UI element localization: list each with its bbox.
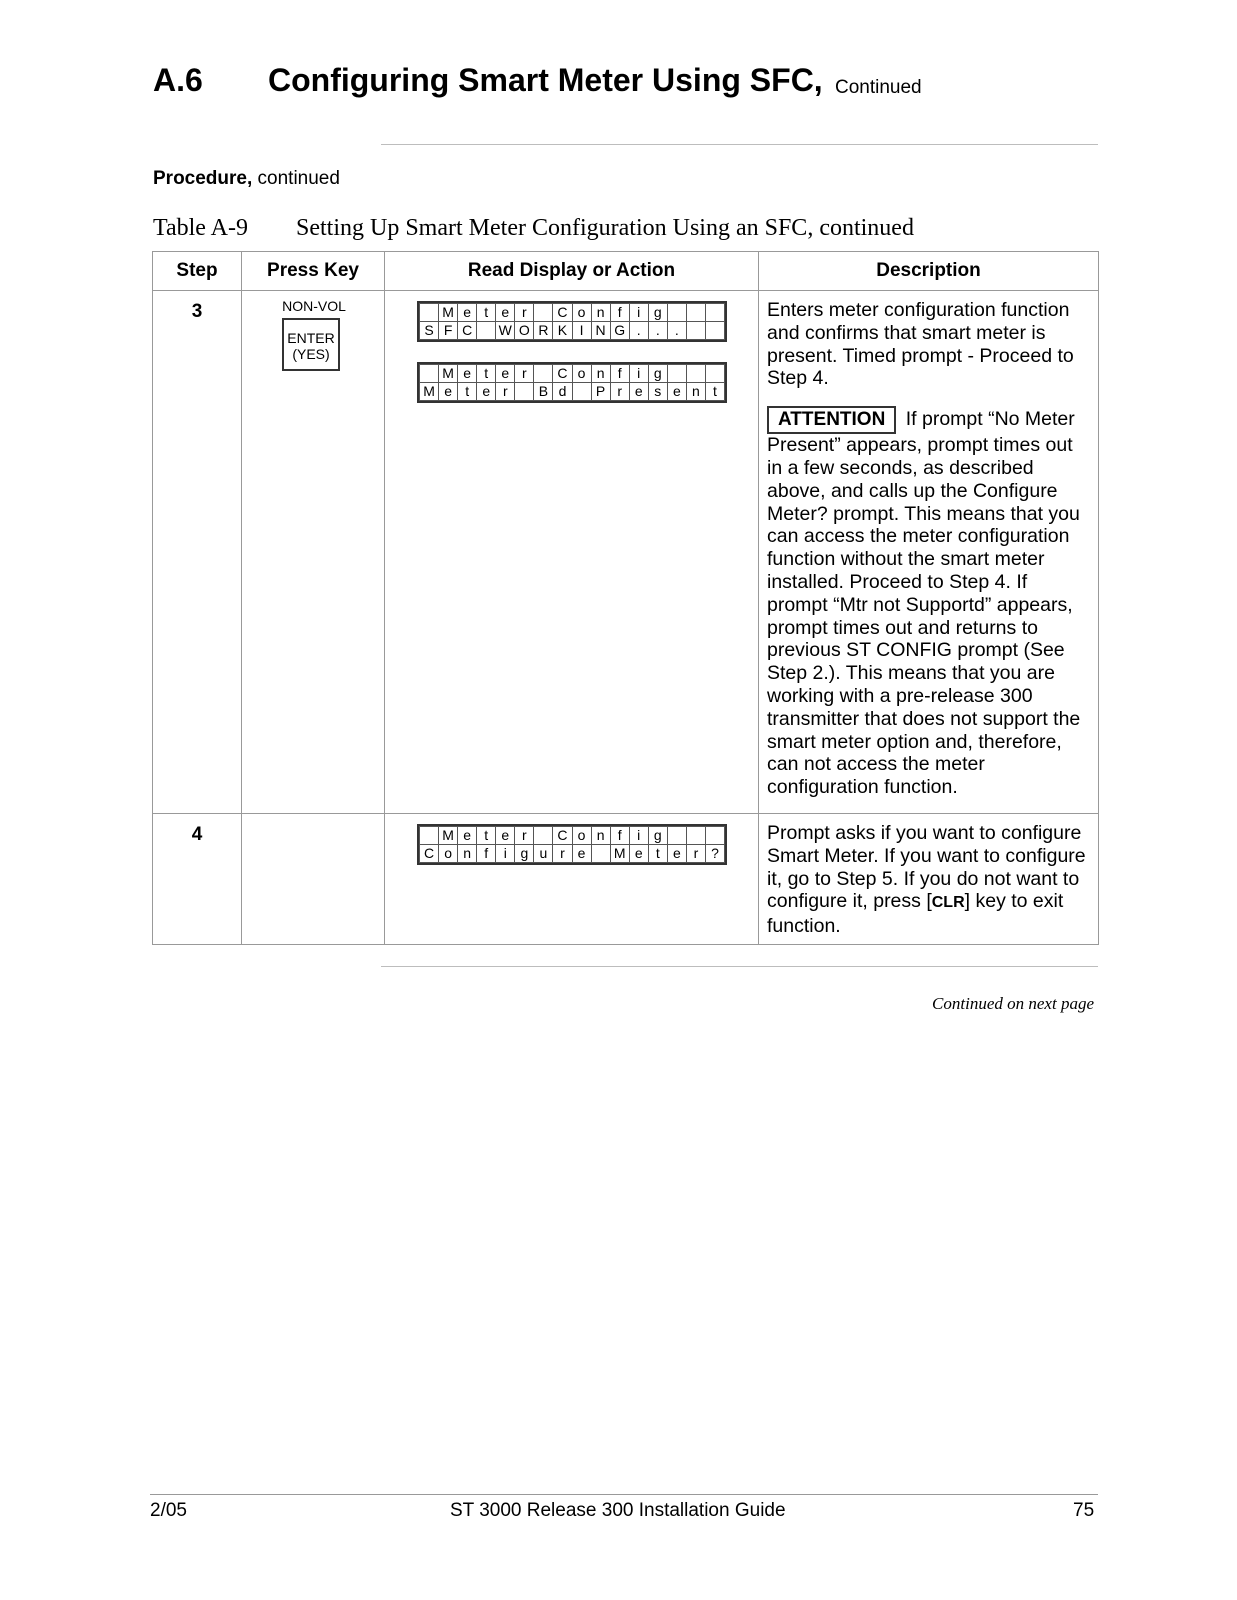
- col-step: Step: [153, 252, 242, 291]
- lcd-char-cell: g: [648, 304, 667, 322]
- section-continued-label: Continued: [835, 77, 922, 98]
- lcd-char-cell: [420, 827, 439, 845]
- lcd-char-cell: F: [439, 322, 458, 340]
- lcd-char-cell: [534, 827, 553, 845]
- lcd-char-cell: .: [648, 322, 667, 340]
- lcd-char-cell: [420, 304, 439, 322]
- lcd-char-cell: [705, 322, 724, 340]
- lcd-char-cell: W: [496, 322, 515, 340]
- lcd-char-cell: M: [420, 383, 439, 401]
- header-rule: [381, 144, 1098, 145]
- lcd-char-cell: o: [572, 827, 591, 845]
- lcd-char-cell: G: [610, 322, 629, 340]
- lcd-char-cell: [572, 383, 591, 401]
- lcd-char-cell: n: [591, 827, 610, 845]
- lcd-char-cell: o: [572, 365, 591, 383]
- description-text: Enters meter configuration function and confirms that smart meter is present. Timed prompt - Proceed to Step 4.: [767, 299, 1074, 390]
- lcd-char-cell: M: [439, 304, 458, 322]
- lcd-char-cell: n: [591, 304, 610, 322]
- lcd-char-cell: [667, 365, 686, 383]
- lcd-char-cell: e: [629, 845, 648, 863]
- lcd-char-cell: g: [515, 845, 534, 863]
- lcd-char-cell: C: [420, 845, 439, 863]
- lcd-char-cell: S: [420, 322, 439, 340]
- lcd-char-cell: e: [572, 845, 591, 863]
- lcd-char-cell: [705, 827, 724, 845]
- display-cell: [385, 814, 759, 945]
- lcd-char-cell: e: [477, 383, 496, 401]
- table-row: [153, 814, 1099, 945]
- lcd-char-cell: C: [458, 322, 477, 340]
- lcd-char-cell: e: [667, 383, 686, 401]
- lcd-char-cell: r: [686, 845, 705, 863]
- lcd-char-cell: P: [591, 383, 610, 401]
- lcd-char-cell: N: [591, 322, 610, 340]
- lcd-char-cell: [686, 365, 705, 383]
- lcd-char-cell: e: [629, 383, 648, 401]
- lcd-char-cell: K: [553, 322, 572, 340]
- footer-rule: [150, 1494, 1098, 1495]
- lcd-char-cell: t: [458, 383, 477, 401]
- lcd-char-cell: t: [477, 827, 496, 845]
- lcd-char-cell: [667, 827, 686, 845]
- lcd-char-cell: n: [591, 365, 610, 383]
- lcd-char-cell: e: [458, 304, 477, 322]
- lcd-char-cell: g: [648, 365, 667, 383]
- procedure-table: [152, 251, 1099, 945]
- lcd-char-cell: [534, 304, 553, 322]
- press-key-cell: [242, 291, 385, 814]
- lcd-char-cell: r: [496, 383, 515, 401]
- lcd-char-cell: r: [515, 365, 534, 383]
- lcd-display: [417, 824, 727, 865]
- lcd-char-cell: e: [496, 365, 515, 383]
- col-description: Description: [759, 252, 1099, 291]
- col-read-display: Read Display or Action: [385, 252, 759, 291]
- lcd-char-cell: [686, 322, 705, 340]
- lcd-char-cell: f: [610, 365, 629, 383]
- attention-note: [767, 406, 1092, 799]
- lcd-char-cell: r: [610, 383, 629, 401]
- lcd-char-cell: t: [477, 304, 496, 322]
- lcd-char-cell: C: [553, 365, 572, 383]
- lcd-char-cell: t: [705, 383, 724, 401]
- lcd-char-cell: e: [458, 365, 477, 383]
- lcd-char-cell: e: [496, 304, 515, 322]
- lcd-char-cell: i: [629, 304, 648, 322]
- lcd-char-cell: .: [667, 322, 686, 340]
- lcd-char-cell: I: [572, 322, 591, 340]
- lcd-char-cell: r: [515, 827, 534, 845]
- section-title: Configuring Smart Meter Using SFC,: [268, 62, 823, 98]
- lcd-char-cell: r: [553, 845, 572, 863]
- lcd-char-cell: [420, 365, 439, 383]
- attention-label: ATTENTION: [767, 406, 896, 434]
- lcd-char-cell: [591, 845, 610, 863]
- lcd-char-cell: [477, 322, 496, 340]
- procedure-label: Procedure, continued: [153, 168, 340, 189]
- table-header-row: [153, 252, 1099, 291]
- step-number: 3: [153, 291, 242, 814]
- continued-next-page: Continued on next page: [932, 994, 1094, 1013]
- lcd-char-cell: f: [610, 304, 629, 322]
- lcd-char-cell: i: [629, 365, 648, 383]
- description-cell: Prompt asks if you want to configure Smart Meter. If you want to configure it, go to Step 5. If you do not want to configure it, press [CLR] key to exit function.: [759, 814, 1099, 945]
- lcd-char-cell: i: [496, 845, 515, 863]
- lcd-char-cell: C: [553, 827, 572, 845]
- lcd-char-cell: f: [610, 827, 629, 845]
- lcd-display: [417, 301, 727, 342]
- lcd-char-cell: s: [648, 383, 667, 401]
- lcd-char-cell: ?: [705, 845, 724, 863]
- lcd-char-cell: C: [553, 304, 572, 322]
- lcd-char-cell: n: [686, 383, 705, 401]
- lcd-display: [417, 362, 727, 403]
- lcd-char-cell: M: [439, 827, 458, 845]
- lcd-char-cell: R: [534, 322, 553, 340]
- lcd-char-cell: .: [629, 322, 648, 340]
- lcd-char-cell: M: [439, 365, 458, 383]
- lcd-char-cell: f: [477, 845, 496, 863]
- footer-date: 2/05: [150, 1500, 187, 1521]
- press-key-cell: [242, 814, 385, 945]
- lcd-char-cell: [686, 304, 705, 322]
- col-press-key: Press Key: [242, 252, 385, 291]
- lcd-char-cell: e: [667, 845, 686, 863]
- key-secondary-label: NON-VOL: [282, 298, 346, 314]
- lcd-char-cell: e: [458, 827, 477, 845]
- lcd-char-cell: u: [534, 845, 553, 863]
- description-cell: [759, 291, 1099, 814]
- lcd-char-cell: e: [439, 383, 458, 401]
- lcd-char-cell: t: [477, 365, 496, 383]
- lcd-char-cell: M: [610, 845, 629, 863]
- lcd-char-cell: [534, 365, 553, 383]
- table-number: Table A-9: [153, 215, 248, 241]
- footer-doc-title: ST 3000 Release 300 Installation Guide: [450, 1500, 786, 1521]
- lcd-char-cell: [705, 304, 724, 322]
- attention-text: If prompt “No Meter Present” appears, prompt times out in a few seconds, as described above, and calls up the Configure Meter? prompt. This means that you can access the meter configuration function without the smart meter installed. Proceed to Step 4. If prompt “Mtr not Supportd” appears, prompt times out and returns to previous ST CONFIG prompt (See Step 2.). This means that you are working with a pre-release 300 transmitter that does not support the smart meter option and, therefore, can not access the meter configuration function.: [767, 408, 1081, 799]
- lcd-char-cell: r: [515, 304, 534, 322]
- lcd-char-cell: o: [439, 845, 458, 863]
- lcd-char-cell: B: [534, 383, 553, 401]
- lcd-char-cell: n: [458, 845, 477, 863]
- clr-key-label: CLR: [931, 894, 965, 912]
- lcd-char-cell: [515, 383, 534, 401]
- lcd-char-cell: g: [648, 827, 667, 845]
- lcd-char-cell: [667, 304, 686, 322]
- enter-key: ENTER (YES): [282, 318, 340, 371]
- lcd-char-cell: t: [648, 845, 667, 863]
- lcd-char-cell: e: [496, 827, 515, 845]
- step-number: 4: [153, 814, 242, 945]
- lcd-char-cell: [686, 827, 705, 845]
- lcd-char-cell: O: [515, 322, 534, 340]
- table-bottom-rule: [381, 966, 1098, 967]
- table-caption: Setting Up Smart Meter Configuration Using an SFC, continued: [296, 215, 914, 241]
- lcd-char-cell: [705, 365, 724, 383]
- lcd-char-cell: d: [553, 383, 572, 401]
- display-cell: [385, 291, 759, 814]
- lcd-char-cell: i: [629, 827, 648, 845]
- lcd-char-cell: o: [572, 304, 591, 322]
- section-number: A.6: [153, 62, 203, 98]
- footer-page-number: 75: [1073, 1500, 1095, 1521]
- table-row: [153, 291, 1099, 814]
